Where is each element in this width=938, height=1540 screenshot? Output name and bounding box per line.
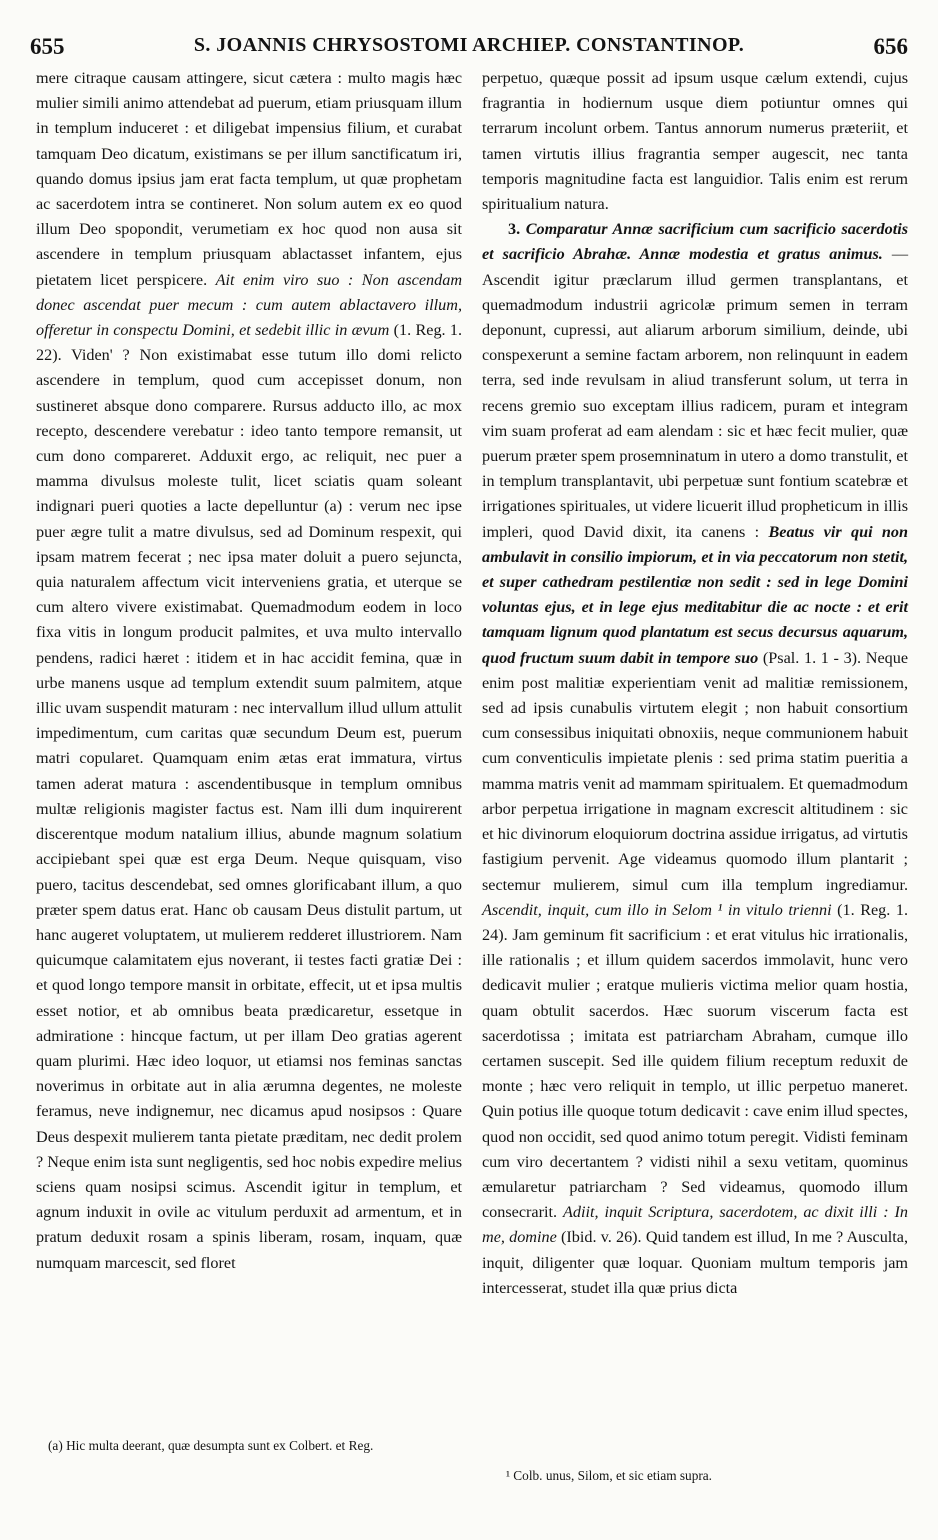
left-text-2: Viden' ? Non existimabat esse tutum illo domi relicto ascendere in templum, quod cum accepisset donum, non sustineret absque dono comparere. Rursus adducto illo, ac mox recepto, descendere verebatur : ideo tanto tempore remansit, ut cum dono compareret. Adduxit ergo, ac reliquit, nec puer a mamma divulsus moleste tulit, licet sciatis quam soleant indignari pueri quoties a lacte depelluntur (a) : verum nec ipse puer ægre tulit a matre divulsus, sed ad Dominum respexit, qui ipsam matrem fecerat ; nec ipsa mater doluit a puero sejuncta, quia naturalem affectum vicit interveniens gratia, et uterque se cum altero vivere existimabat. Quemadmodum eodem in loco fixa vitis in longum producit palmites, et uva multo intervallo pendens, radici hæret : itidem et in hac accidit femina, quæ in urbe manens usque ad templum extendit suum palmitem, atque illic uvam suspendit maturam : nec intervallum illud ullum attulit impedimentum, cum caritas quæ secundum Deum est, puerum matri copularet. Quamquam enim ætas erat immatura, virtus tamen aderat matura : ascendentibusque in templum omnibus multæ religionis magister factus est. Nam illi dum inquirerent discerentque modum natalium illius, abunde magnum solatium accipiebant spei quæ est erga Deum. Neque quisquam, viso puero, tacitus descendebat, sed omnes glorificabant illum, a quo præter spem datus erat. Hanc ob causam Deus distulit partum, ut hanc augeret voluptatem, ut mulierem redderet illustriorem. Nam quicumque calamitatem ejus noverant, ii testes facti gratiæ Dei : et quod longo tempore mansit in orbitate, effecit, ut et ipsa multis esset notior, et ab omnibus beata prædicaretur, essetque in admiratione : hincque factum, ut per illam Deo gratias agerent quam plurimi. Hæc ideo loquor, ut etiamsi nos feminas sanctas noverimus in orbitate aut in alia ærumna degentes, ne moleste feramus, neve indignemur, nec dicamus apud nosipsos : Quare Deus despexit mulierem tanta pietate præditam, nec dedit prolem ? Neque enim ista sunt negligentis, sed hoc nobis expedire melius sciens quam nosipsi scimus. Ascendit igitur in templum, et agnum induxit in ovile ac vitulum perduxit ad armentum, et in pratum deduxit rosam a spinis liberam, rosam, inquam, quæ numquam marcescit, sed floret: [36, 346, 462, 1272]
right-text-1: perpetuo, quæque possit ad ipsum usque cælum extendi, cujus fragrantia in hodiernum usque diem potiuntur omnes qui terrarum incolunt orbem. Tantus annorum numerus præteriit, et tamen virtutis illius fragrantia semper augescit, nec tanta temporis magnitudine facta est languidior. Talis enim est rerum spiritualium natura.: [482, 69, 908, 214]
right-quote-3: Adiit, inquit Scriptura, sacerdotem, ac dixit illi : In me, domine: [482, 1203, 909, 1247]
right-footnote: ¹ Colb. unus, Silom, et sic etiam supra.: [506, 1468, 713, 1483]
section-heading: Comparatur Annæ sacrificium cum sacrificio sacerdotis et sacrificio Abrahæ. Annæ modestia et gratus animus.: [482, 220, 909, 264]
right-text-5: Quid tandem est illud, In me ? Ausculta, inquit, diligenter quæ loquar. Quoniam multum temporis jam intercesserat, studet illa quæ prius dicta: [482, 1228, 909, 1297]
right-paragraph-1: [482, 66, 908, 217]
left-ref-1: (1. Reg. 1. 22).: [36, 321, 463, 365]
left-column: [36, 66, 462, 1276]
left-quote-1: Ait enim viro suo : Non ascendam donec ascendat puer mecum : cum autem ablactavero illum, offeretur in conspectu Domini, et sedebit illic in ævum: [36, 270, 463, 340]
right-ref-2: (1. Reg. 1. 24).: [482, 900, 909, 944]
left-text-1: mere citraque causam attingere, sicut cætera : multo magis hæc mulier simili animo attendebat ad puerum, etiam priusquam illum in templum induceret : et diligebat impensius filium, et curabat tamquam Deo dicatum, existimans se per illum sanctificatum iri, quando domus ipsius jam erat facta templum, ut quæ prophetam ac sacerdotem intra se contineret. Non solum autem ex eo quod illum Deo spopondit, verumetiam ex hoc quod non ausa sit ascendere in templum priusquam ablactasset infantem, ejus pietatem licet perspicere.: [36, 69, 462, 289]
right-paragraph-2: [482, 217, 908, 1301]
right-quote-2: Ascendit, inquit, cum illo in Selom ¹ in vitulo trienni: [482, 900, 832, 919]
left-footnote: (a) Hic multa deerant, quæ desumpta sunt ex Colbert. et Reg.: [48, 1438, 374, 1453]
right-ref-3: (Ibid. v. 26).: [560, 1228, 642, 1247]
page-number-right: 656: [873, 34, 908, 59]
running-title: S. JOANNIS CHRYSOSTOMI ARCHIEP. CONSTANTINOP.: [193, 34, 745, 56]
page-header: [30, 34, 908, 64]
section-number: 3.: [508, 220, 521, 239]
right-text-3: Neque enim post malitiæ experientiam venit ad malitiæ remissionem, sed ad ipsis cunabulis virtutem elegit ; non habuit consortium cum consessibus iniquitati obnoxiis, neque communionem habuit cum conventiculis impietate plenis : sed prima statim pueritia a mamma matris venit ad mammam spiritualem. Et quemadmodum arbor perpetua irrigatione in magnam excrescit altitudinem : sic et hic divinorum eloquiorum doctrina assidue irrigatus, ad virtutis fastigium pervenit. Age videamus quomodo illum plantarit ; sectemur mulierem, simul cum illa templum ingrediamur.: [482, 648, 909, 894]
right-quote-1: Beatus vir qui non ambulavit in consilio impiorum, et in via peccatorum non stetit, et super cathedram pestilentiæ non sedit : sed in lege Domini voluntas ejus, et in lege ejus meditabitur die ac nocte : et erit tamquam lignum quod plantatum est secus decursus aquarum, quod fructum suum dabit in tempore suo: [482, 522, 908, 667]
page-number-left: 655: [30, 34, 65, 59]
right-text-4: Jam geminum fit sacrificium : et erat vitulus hic irrationalis, ille rationalis ; et illum quidem sacerdos immolavit, hunc vero dedicavit mulier ; eratque mulieris victima melior quam hostia, quam obtulit sacerdos. Hæc suorum viscerum facta est sacerdotissa ; imitata est patriarcham Abraham, cumque illo certamen suscepit. Sed ille quidem filium receptum reduxit de monte ; hæc vero reliquit in templo, ut illic perpetuo maneret. Quin potius ille quoque totum dedicavit : cave enim illud spectes, quod non occidit, sed quod animo totum peregit. Vidisti feminam cum viro decertantem ? vidisti nihil a sexu vetitam, quominus æmularetur patriarcham ? Sed videamus, quomodo illum consecrarit.: [482, 925, 908, 1222]
right-column: [482, 66, 908, 1301]
right-ref-1: (Psal. 1. 1 - 3).: [762, 648, 862, 667]
right-text-2: — Ascendit igitur præclarum illud germen transplantans, et quemadmodum industrii agricolæ primum semen in terram deponunt, cupressi, aut aliarum arborum similium, deinde, ubi conspexerunt a semine factam arborem, non relinquunt in eadem terra, sed inde revulsam in aliud transferunt solum, ut terra in recens gremio suo exceptam illius radicem, puram et integram vim suam proferat ad eam alendam : sic et hæc fecit mulier, quæ puerum præter spem prosemninatum in utero a domo transtulit, et in templum transplantavit, ubi perpetuæ sunt fontium scatebræ et irrigationes spirituales, ut videre licuerit illud propheticum in illis impleri, quod David dixit, ita canens :: [482, 245, 909, 541]
left-paragraph-1: [36, 66, 462, 1276]
